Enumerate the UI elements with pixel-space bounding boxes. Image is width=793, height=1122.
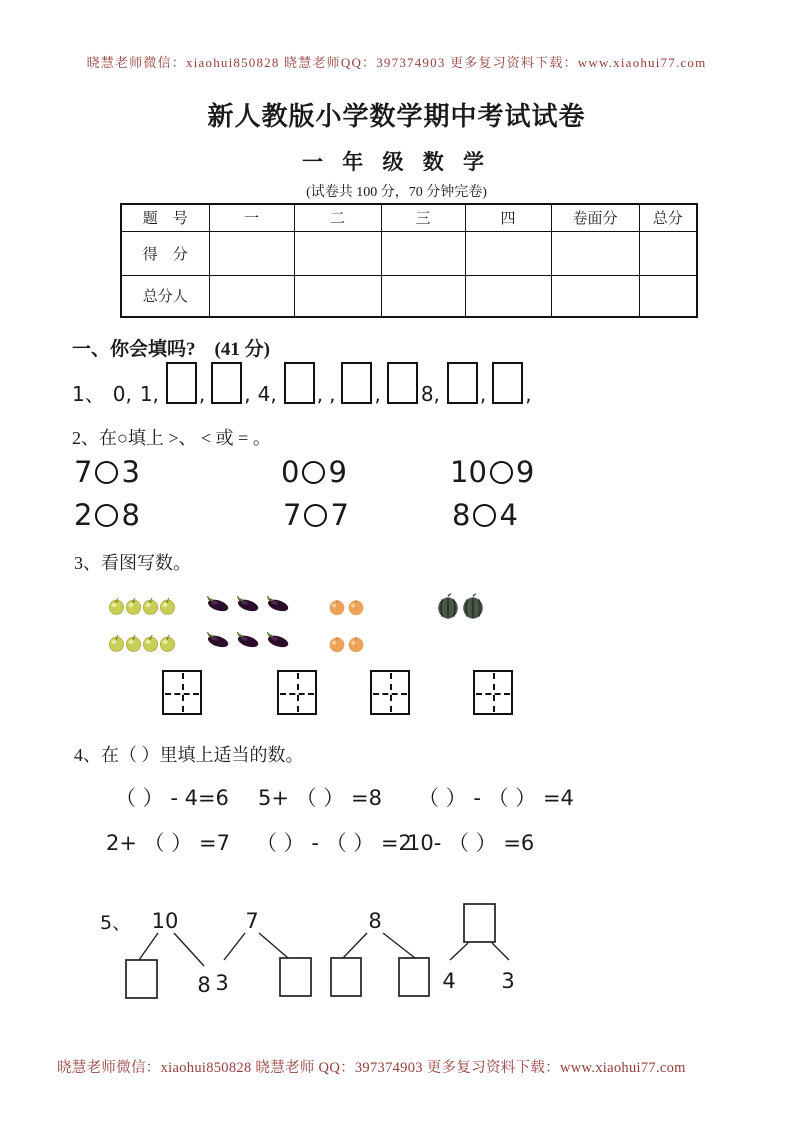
score-table-cell: 题 号 [121, 204, 209, 231]
apple-icon-cell [142, 597, 159, 620]
q1-comma: , [479, 382, 487, 406]
apple-icon [142, 634, 159, 652]
score-table-empty-cell [639, 231, 697, 275]
q2-answer-circle [95, 461, 118, 484]
watermelon-icon [436, 593, 460, 620]
eggplant-icon-cell [202, 594, 232, 619]
q2-right-number: 4 [499, 498, 518, 532]
bond-right-number: 3 [501, 969, 515, 993]
q2-left-number: 7 [74, 455, 93, 489]
apple-group [108, 597, 176, 657]
q2-left-number: 2 [74, 498, 93, 532]
q1-answer-box [211, 362, 242, 404]
q1-number: 0, [112, 382, 132, 406]
watermelon-group [436, 593, 486, 625]
watermelon-icon-cell [436, 593, 461, 625]
persimmon-icon-cell [347, 598, 366, 621]
apple-icon-cell [108, 597, 125, 620]
q1-sequence-line [70, 362, 537, 404]
score-table-empty-cell [381, 231, 465, 275]
score-table-grader-row [121, 275, 697, 317]
q2-left-number: 10 [450, 455, 487, 489]
apple-icon [125, 634, 142, 652]
q3-heading: 3、看图写数。 [74, 553, 191, 573]
q1-number: 4, [257, 382, 277, 406]
score-table-cell: 总分 [639, 204, 697, 231]
score-table-cell: 卷面分 [551, 204, 639, 231]
section1-heading: 一、你会填吗? (41 分) [72, 339, 270, 360]
bond-answer-box [331, 958, 361, 996]
q2-comparison [450, 455, 535, 489]
apple-icon [159, 597, 176, 615]
q1-number: 8, [420, 382, 440, 406]
q2-right-number: 9 [515, 455, 535, 489]
score-table-score-row [121, 231, 697, 275]
apple-icon [125, 597, 142, 615]
q2-left-number: 7 [283, 498, 302, 532]
score-table-empty-cell [294, 231, 381, 275]
q5-number-bond [325, 902, 437, 1004]
bond-top-number: 10 [151, 909, 179, 933]
score-table-empty-cell [209, 275, 294, 317]
apple-icon [108, 634, 125, 652]
persimmon-icon [347, 635, 365, 653]
eggplant-icon [232, 630, 262, 650]
q2-answer-circle [302, 461, 325, 484]
bond-left-number: 3 [215, 971, 229, 995]
bond-answer-box [280, 958, 311, 996]
apple-icon [159, 634, 176, 652]
q4-expression: 10- （ ） =6 [407, 831, 535, 855]
persimmon-group [328, 598, 366, 658]
q2-right-number: 9 [328, 455, 347, 489]
q1-answer-box [284, 362, 315, 404]
q2-comparison [74, 455, 140, 489]
q4-expression: （ ） - （ ） =2 [256, 831, 412, 855]
apple-icon-cell [159, 634, 176, 657]
score-table-empty-cell [465, 231, 551, 275]
eggplant-icon [232, 594, 262, 614]
q1-label: 1、 [72, 382, 105, 406]
q1-comma: , [316, 382, 324, 406]
q1-answer-box [492, 362, 523, 404]
score-table-empty-cell [551, 275, 639, 317]
q2-answer-circle [490, 461, 513, 484]
q3-writing-box [473, 670, 513, 715]
q4-expression: （ ） - （ ） =4 [418, 786, 574, 810]
persimmon-icon-cell [347, 635, 366, 658]
q1-comma: , [244, 382, 251, 406]
bond-answer-box [464, 904, 495, 942]
eggplant-icon [262, 630, 292, 650]
q4-heading: 4、在（ ）里填上适当的数。 [74, 745, 304, 765]
q2-comparison [74, 498, 140, 532]
score-table-row-label: 得 分 [121, 231, 209, 275]
grade-subtitle: 一 年 级 数 学 [302, 150, 491, 174]
bond-left-number: 4 [442, 969, 456, 993]
q1-comma: , [374, 382, 381, 406]
footer-contact-note: 晓慧老师微信：xiaohui850828 晓慧老师 QQ：397374903 更多复习资料下载：www.xiaohui77.com [57, 1060, 686, 1076]
score-table-empty-cell [551, 231, 639, 275]
score-table-empty-cell [294, 275, 381, 317]
eggplant-icon-cell [262, 594, 292, 619]
q1-number: 1, [139, 382, 159, 406]
score-table-cell: 一 [209, 204, 294, 231]
eggplant-icon-cell [202, 630, 232, 655]
q3-writing-box [162, 670, 202, 715]
q3-writing-box [370, 670, 410, 715]
q5-number-bond [212, 902, 322, 1004]
eggplant-group [202, 594, 292, 655]
persimmon-icon-cell [328, 635, 347, 658]
q4-expression: 2+ （ ） =7 [106, 831, 230, 855]
q1-comma: , [329, 382, 336, 406]
q1-answer-box [166, 362, 197, 404]
apple-icon-cell [125, 634, 142, 657]
q5-label: 5、 [100, 912, 132, 934]
q2-right-number: 7 [330, 498, 349, 532]
q3-writing-box [277, 670, 317, 715]
score-table [120, 203, 698, 318]
eggplant-icon-cell [232, 630, 262, 655]
apple-icon-cell [108, 634, 125, 657]
q2-right-number: 3 [121, 455, 140, 489]
q2-left-number: 0 [281, 455, 300, 489]
apple-icon-cell [125, 597, 142, 620]
q2-comparison [283, 498, 349, 532]
apple-icon [142, 597, 159, 615]
watermelon-icon [461, 593, 485, 620]
q1-answer-box [447, 362, 478, 404]
bond-answer-box [399, 958, 429, 996]
score-table-header-row [121, 204, 697, 231]
q2-answer-circle [95, 504, 118, 527]
apple-icon-cell [142, 634, 159, 657]
q4-expression: 5+ （ ） =8 [258, 786, 382, 810]
eggplant-icon-cell [232, 594, 262, 619]
bond-answer-box [126, 960, 157, 998]
q1-answer-box [341, 362, 372, 404]
bond-top-number: 8 [368, 909, 382, 933]
eggplant-icon [262, 594, 292, 614]
q2-left-number: 8 [452, 498, 471, 532]
q2-heading: 2、在○填上 >、 < 或 = 。 [72, 428, 271, 448]
q2-answer-circle [304, 504, 327, 527]
apple-icon [108, 597, 125, 615]
eggplant-icon [202, 630, 232, 650]
header-contact-note: 晓慧老师微信：xiaohui850828 晓慧老师QQ：397374903 更多复习资料下载：www.xiaohui77.com [86, 55, 707, 70]
persimmon-icon-cell [328, 598, 347, 621]
apple-icon-cell [159, 597, 176, 620]
eggplant-icon [202, 594, 232, 614]
q2-answer-circle [473, 504, 496, 527]
score-table-empty-cell [209, 231, 294, 275]
score-table-cell: 四 [465, 204, 551, 231]
q2-right-number: 8 [121, 498, 140, 532]
score-table-empty-cell [465, 275, 551, 317]
q5-number-bond [438, 898, 530, 1004]
score-table-cell: 三 [381, 204, 465, 231]
q4-expression: （ ） - 4=6 [115, 786, 229, 810]
persimmon-icon [328, 598, 346, 616]
bond-top-number: 7 [245, 909, 259, 933]
q2-comparison [452, 498, 518, 532]
bond-right-number: 8 [197, 973, 211, 997]
eggplant-icon-cell [262, 630, 292, 655]
score-table-empty-cell [381, 275, 465, 317]
score-table-cell: 二 [294, 204, 381, 231]
q1-comma: , [525, 382, 532, 406]
page-title: 新人教版小学数学期中考试试卷 [207, 102, 586, 131]
persimmon-icon [347, 598, 365, 616]
score-table-empty-cell [639, 275, 697, 317]
q2-comparison [281, 455, 347, 489]
score-table-row-label: 总分人 [121, 275, 209, 317]
exam-duration-note: (试卷共 100 分，70 分钟完卷) [306, 185, 487, 200]
watermelon-icon-cell [461, 593, 486, 625]
persimmon-icon [328, 635, 346, 653]
q1-answer-box [387, 362, 418, 404]
q1-comma: , [198, 382, 206, 406]
